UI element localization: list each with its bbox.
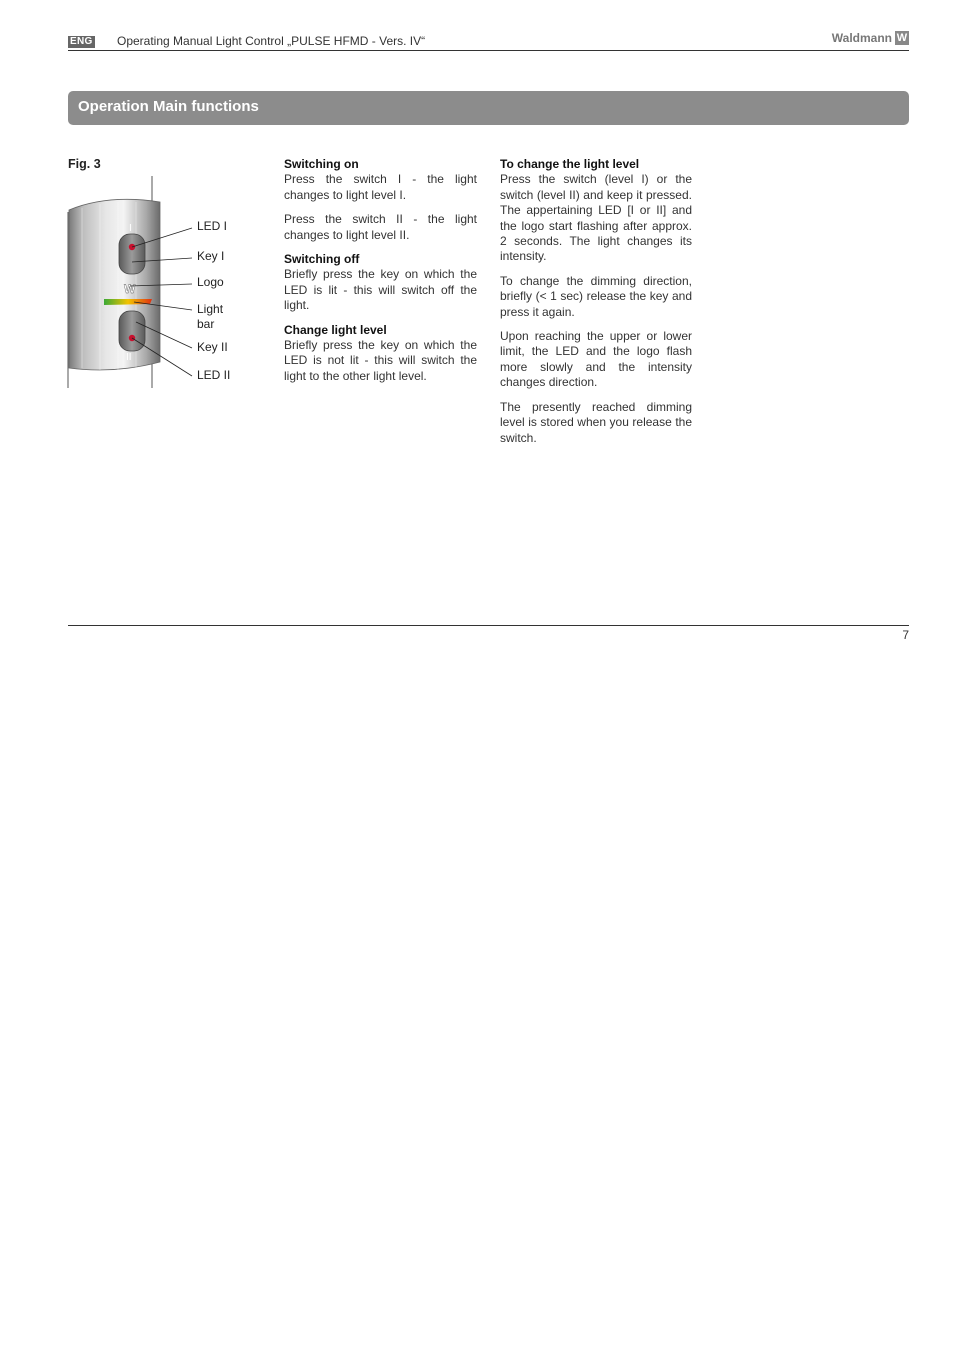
callout-light-bar-line-1: Light — [197, 302, 224, 316]
footer-divider — [68, 625, 909, 626]
heading-switching-on: Switching on — [284, 157, 359, 171]
callout-led-one: LED I — [197, 219, 228, 233]
section-title-bar — [68, 91, 909, 125]
heading-change-light-level: Change light level — [284, 322, 387, 337]
light-control-figure — [60, 172, 280, 392]
figure-label: Fig. 3 — [68, 157, 101, 171]
page-number: 7 — [902, 628, 909, 642]
paragraph-change-light-level: Briefly press the key on which the LED is not lit - this will switch the light to the other light level. — [284, 338, 477, 383]
section-title: Operation Main functions — [78, 98, 259, 115]
callout-led-two: LED II — [197, 368, 231, 382]
logo-mark: W — [124, 282, 136, 296]
paragraph-switching-off: Briefly press the key on which the LED is lit - this will switch off the light. — [284, 267, 477, 313]
text-column-2 — [500, 157, 692, 455]
callout-key-two: Key II — [197, 340, 228, 354]
key-one-mark: I — [129, 223, 132, 234]
brand-logo-icon: W — [896, 32, 908, 44]
page-header — [68, 30, 909, 51]
device-illustration — [60, 172, 280, 392]
paragraph-switching-on-1: Press the switch I - the light changes to light level I. — [284, 172, 477, 202]
heading-switching-off: Switching off — [284, 252, 360, 267]
callout-logo: Logo — [197, 275, 224, 289]
paragraph-dimming-2: To change the dimming direction, briefly (< 1 sec) release the key and press it again. — [500, 273, 692, 319]
paragraph-dimming-4: The presently reached dimming level is stored when you release the switch. — [500, 399, 692, 445]
brand — [832, 31, 909, 45]
heading-change-the-light-level: To change the light level — [500, 157, 640, 171]
callout-key-one: Key I — [197, 249, 225, 263]
callout-light-bar-line-2: bar — [197, 317, 215, 331]
paragraph-dimming-3: Upon reaching the upper or lower limit, the LED and the logo flash more slowly and the intensity changes direction. — [500, 329, 692, 390]
key-two-mark: II — [126, 352, 132, 363]
paragraph-switching-on-2: Press the switch II - the light changes to light level II. — [284, 212, 477, 242]
language-badge: ENG — [70, 36, 93, 47]
paragraph-dimming-1: Press the switch (level I) or the switch (level II) and keep it pressed. The appertaining LED [I or II] and the logo start flashing after approx. 2 seconds. The light changes its intensity. — [500, 172, 692, 264]
brand-name: Waldmann — [831, 31, 892, 45]
text-column-1 — [284, 157, 477, 393]
document-title: Operating Manual Light Control „PULSE HFMD - Vers. IV“ — [117, 34, 426, 48]
